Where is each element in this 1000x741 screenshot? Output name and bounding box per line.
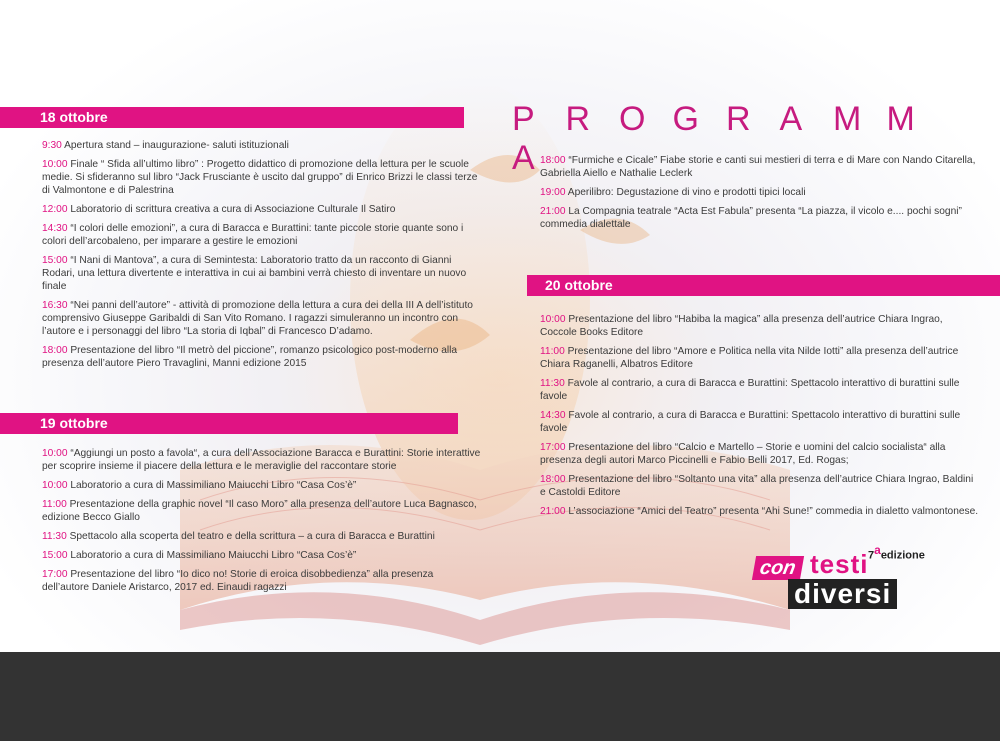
schedule-entry bbox=[42, 254, 482, 293]
entry-time: 21:00 bbox=[540, 506, 566, 517]
entry-description: Favole al contrario, a cura di Baracca e Burattini: Spettacolo interattivo di burattini sulle favole bbox=[540, 378, 960, 402]
entry-time: 10:00 bbox=[42, 480, 68, 491]
schedule-entry bbox=[42, 447, 482, 473]
entry-description: La Compagnia teatrale “Acta Est Fabula” presenta “La piazza, il vicolo e.... pochi sogni” commedia dialettale bbox=[540, 206, 962, 230]
entry-description: “Nei panni dell’autore” - attività di promozione della lettura a cura dei della III A dell’istituto comprensivo Giuseppe Garibaldi di San Vito Romano. I ragazzi simuleranno un incontro con l’autore e i personaggi del libro “La storia di Iqbal” di Francesco D’adamo. bbox=[42, 300, 473, 337]
entry-time: 15:00 bbox=[42, 255, 68, 266]
entry-time: 11:30 bbox=[42, 531, 67, 542]
schedule-entry bbox=[42, 203, 482, 216]
logo-testi: testi bbox=[810, 549, 869, 579]
day-18-heading: 18 ottobre bbox=[0, 107, 464, 128]
entry-description: “I Nani di Mantova”, a cura di Semintesta: Laboratorio tratto da un racconto di Gianni Rodari, una lettura divertente e interattiva in cui ai bambini verrà chiesto di inventare un nuovo finale bbox=[42, 255, 467, 292]
entry-description: Presentazione della graphic novel “Il caso Moro” alla presenza dell’autore Luca Bagnasco, edizione Becco Giallo bbox=[42, 499, 477, 523]
entry-time: 14:30 bbox=[540, 410, 566, 421]
entry-description: Presentazione del libro “Io dico no! Storie di eroica disobbedienza” alla presenza dell’autore Daniele Aristarco, 2017 ed. Einaudi ragazzi bbox=[42, 569, 434, 593]
entry-description: “Furmiche e Cicale” Fiabe storie e canti sui mestieri di terra e di Mare con Nando Citarella, Gabriella Aiello e Nathalie Leclerk bbox=[540, 155, 976, 179]
entry-time: 10:00 bbox=[42, 159, 68, 170]
entry-time: 10:00 bbox=[42, 448, 68, 459]
entry-description: Presentazione del libro “Calcio e Martello – Storie e uomini del calcio socialista“ alla presenza degli autori Marco Piccinelli e Fabio Belli 2017, Ed. Rogas; bbox=[540, 442, 946, 466]
entry-description: Presentazione del libro “Habiba la magica” alla presenza dell’autrice Chiara Ingrao, Coccole Books Editore bbox=[540, 314, 943, 338]
schedule-entry bbox=[42, 344, 482, 370]
entry-description: Presentazione del libro “Il metrò del piccione”, romanzo psicologico post-moderno alla presenza dell’autore Piero Travaglini, Manni edizione 2015 bbox=[42, 345, 458, 369]
entry-description: Apertura stand – inaugurazione- saluti istituzionali bbox=[61, 140, 289, 151]
entry-description: Presentazione del libro “Amore e Politica nella vita Nilde Iotti” alla presenza dell’autrice Chiara Raganelli, Albatros Editore bbox=[540, 346, 959, 370]
schedule-entry bbox=[540, 473, 980, 499]
entry-time: 18:00 bbox=[42, 345, 68, 356]
day-19-evening-schedule bbox=[540, 154, 980, 237]
title-letter: R bbox=[565, 100, 591, 138]
entry-description: Laboratorio di scrittura creativa a cura di Associazione Culturale Il Satiro bbox=[67, 204, 396, 215]
day-19-schedule bbox=[42, 447, 482, 600]
schedule-entry bbox=[42, 530, 482, 543]
entry-time: 11:00 bbox=[42, 499, 67, 510]
schedule-entry bbox=[42, 479, 482, 492]
schedule-entry bbox=[42, 222, 482, 248]
title-letter: P bbox=[512, 100, 535, 138]
entry-time: 18:00 bbox=[540, 155, 566, 166]
day-19-heading: 19 ottobre bbox=[0, 413, 458, 434]
title-letter: A bbox=[512, 139, 535, 177]
entry-time: 16:30 bbox=[42, 300, 68, 311]
schedule-entry bbox=[540, 345, 980, 371]
schedule-entry bbox=[540, 441, 980, 467]
title-letter: M bbox=[833, 100, 862, 138]
title-letter: G bbox=[672, 100, 699, 138]
entry-time: 11:30 bbox=[540, 378, 565, 389]
entry-time: 17:00 bbox=[42, 569, 68, 580]
title-letter: M bbox=[886, 100, 915, 138]
entry-description: Laboratorio a cura di Massimiliano Maiucchi Libro “Casa Cos’è” bbox=[67, 480, 357, 491]
entry-time: 21:00 bbox=[540, 206, 566, 217]
title-letter: A bbox=[779, 100, 803, 138]
entry-description: Favole al contrario, a cura di Baracca e Burattini: Spettacolo interattivo di burattini sulle favole bbox=[540, 410, 961, 434]
schedule-entry bbox=[42, 498, 482, 524]
footer-band bbox=[0, 652, 1000, 741]
schedule-entry bbox=[42, 299, 482, 338]
entry-description: Spettacolo alla scoperta del teatro e della scrittura – a cura di Baracca e Burattini bbox=[66, 531, 435, 542]
schedule-entry bbox=[540, 154, 980, 180]
entry-description: “I colori delle emozioni”, a cura di Baracca e Burattini: tante piccole storie quante sono i colori dell’arcobaleno, per imparare a gestire le emozioni bbox=[42, 223, 464, 247]
day-20-heading: 20 ottobre bbox=[527, 275, 1000, 296]
entry-description: Aperilibro: Degustazione di vino e prodotti tipici locali bbox=[565, 187, 806, 198]
title-letter: O bbox=[619, 100, 646, 138]
entry-time: 11:00 bbox=[540, 346, 565, 357]
entry-time: 10:00 bbox=[540, 314, 566, 325]
entry-time: 19:00 bbox=[540, 187, 566, 198]
logo-con: con bbox=[752, 556, 804, 580]
entry-description: Laboratorio a cura di Massimiliano Maiucchi Libro “Casa Cos’è” bbox=[67, 550, 357, 561]
entry-description: Presentazione del libro “Soltanto una vita” alla presenza dell’autrice Chiara Ingrao, Baldini e Castoldi Editore bbox=[540, 474, 974, 498]
schedule-entry bbox=[540, 409, 980, 435]
schedule-entry bbox=[540, 377, 980, 403]
logo-diversi: diversi bbox=[788, 579, 897, 609]
entry-time: 18:00 bbox=[540, 474, 566, 485]
schedule-entry bbox=[540, 313, 980, 339]
day-18-schedule bbox=[42, 139, 482, 376]
entry-time: 9:30 bbox=[42, 140, 62, 151]
entry-time: 15:00 bbox=[42, 550, 68, 561]
schedule-entry bbox=[42, 549, 482, 562]
contesti-diversi-logo bbox=[752, 543, 932, 612]
schedule-entry bbox=[42, 158, 482, 197]
entry-description: “Aggiungi un posto a favola“, a cura dell’Associazione Baracca e Burattini: Storie interattive per scoprire insieme il piacere della lettura e le meraviglie del raccontare storie bbox=[42, 448, 481, 472]
entry-description: L’associazione “Amici del Teatro” presenta “Ahi Sune!” commedia in dialetto valmontonese. bbox=[565, 506, 979, 517]
schedule-entry bbox=[540, 186, 980, 199]
edition-label: 7$^a$edizione bbox=[868, 543, 925, 562]
day-20-schedule bbox=[540, 313, 980, 524]
title-letter: R bbox=[726, 100, 751, 138]
entry-description: Finale “ Sfida all’ultimo libro” : Progetto didattico di promozione della lettura per le scuole medie. Si sfideranno sul libro “Jack Frusciante è uscito dal gruppo” di Enrico Brizzi le classi terze di Valmontone e di Palestrina bbox=[42, 159, 478, 196]
entry-time: 17:00 bbox=[540, 442, 566, 453]
entry-time: 14:30 bbox=[42, 223, 68, 234]
schedule-entry bbox=[42, 139, 482, 152]
schedule-entry bbox=[42, 568, 482, 594]
entry-time: 12:00 bbox=[42, 204, 68, 215]
schedule-entry bbox=[540, 205, 980, 231]
schedule-entry bbox=[540, 505, 980, 518]
